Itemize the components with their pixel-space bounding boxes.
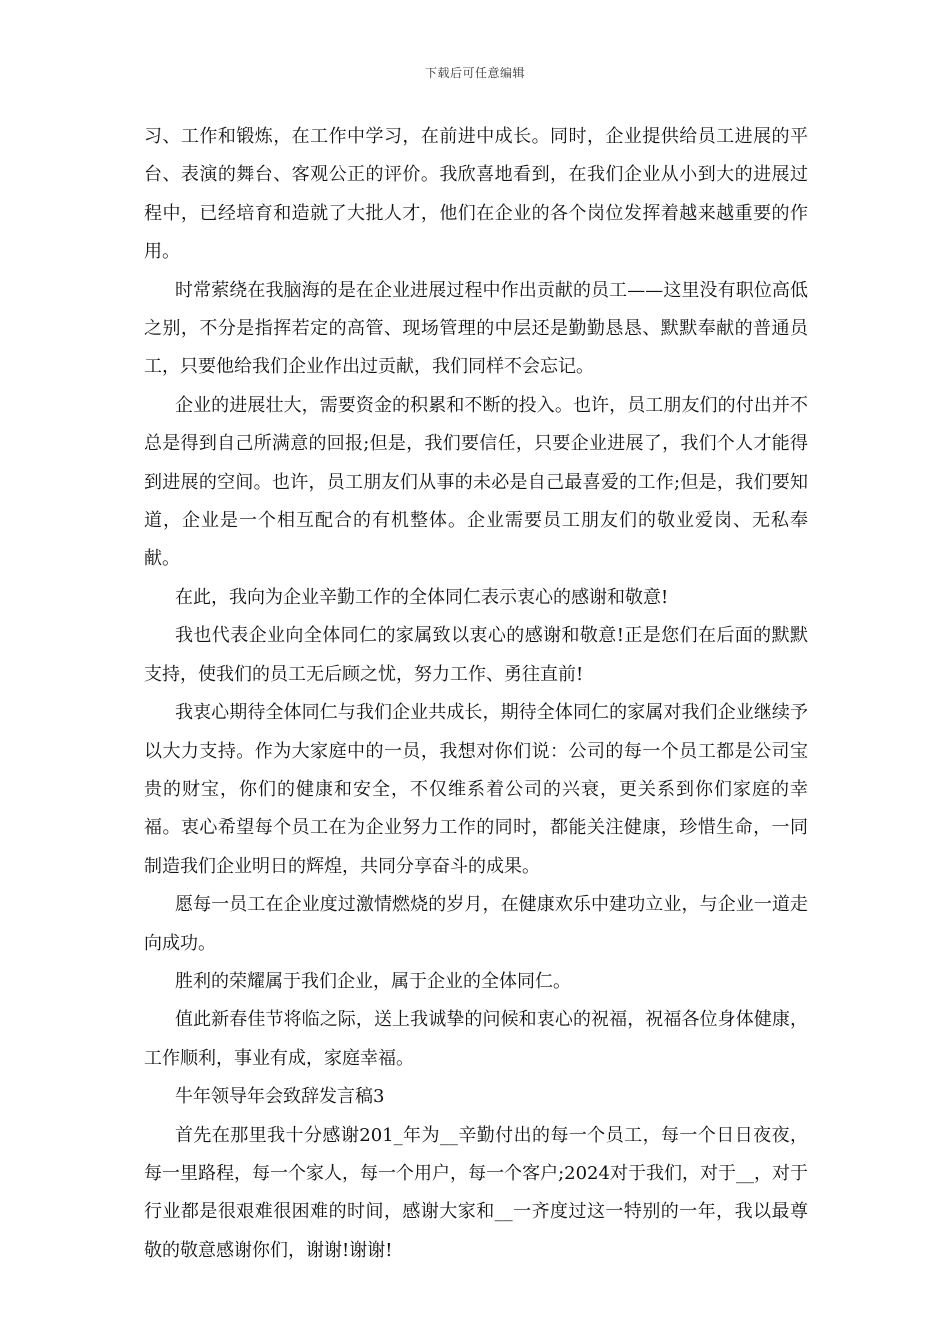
paragraph: 值此新春佳节将临之际，送上我诚挚的问候和衷心的祝福，祝福各位身体健康，工作顺利，事业有成，家庭幸福。: [144, 1009, 808, 1069]
paragraph: 首先在那里我十分感谢201_年为__辛勤付出的每一个员工，每一个日日夜夜，每一里路程，每一个家人，每一个用户，每一个客户;2024对于我们，对于__，对于行业都是很艰难很困难的时间，感谢大家和__一齐度过这一特别的一年，我以最尊敬的敬意感谢你们，谢谢!谢谢!: [144, 1124, 808, 1261]
paragraph: 时常萦绕在我脑海的是在企业进展过程中作出贡献的员工——这里没有职位高低之别，不分是指挥若定的高管、现场管理的中层还是勤勤恳恳、默默奉献的普通员工，只要他给我们企业作出过贡献，我们同样不会忘记。: [144, 279, 808, 378]
paragraph: 胜利的荣耀属于我们企业，属于企业的全体同仁。: [175, 970, 571, 992]
document-body: [144, 118, 808, 1270]
section-title: 牛年领导年会致辞发言稿3: [175, 1086, 385, 1108]
page-header: 下载后可任意编辑: [424, 66, 525, 80]
paragraph: 在此，我向为企业辛勤工作的全体同仁表示衷心的感谢和敬意!: [175, 586, 669, 608]
paragraph: 企业的进展壮大，需要资金的积累和不断的投入。也许，员工朋友们的付出并不总是得到自己所满意的回报;但是，我们要信任，只要企业进展了，我们个人才能得到进展的空间。也许，员工朋友们从事的未必是自己最喜爱的工作;但是，我们要知道，企业是一个相互配合的有机整体。企业需要员工朋友们的敬业爱岗、无私奉献。: [144, 394, 808, 570]
paragraph: 愿每一员工在企业度过激情燃烧的岁月，在健康欢乐中建功立业，与企业一道走向成功。: [144, 894, 808, 954]
paragraph: 习、工作和锻炼，在工作中学习，在前进中成长。同时，企业提供给员工进展的平台、表演的舞台、客观公正的评价。我欣喜地看到，在我们企业从小到大的进展过程中，已经培育和造就了大批人才，他们在企业的各个岗位发挥着越来越重要的作用。: [144, 126, 808, 263]
paragraph: 我也代表企业向全体同仁的家属致以衷心的感谢和敬意!正是您们在后面的默默支持，使我们的员工无后顾之忧，努力工作、勇往直前!: [144, 625, 808, 685]
paragraph: 我衷心期待全体同仁与我们企业共成长，期待全体同仁的家属对我们企业继续予以大力支持。作为大家庭中的一员，我想对你们说：公司的每一个员工都是公司宝贵的财宝，你们的健康和安全，不仅维系着公司的兴衰，更关系到你们家庭的幸福。衷心希望每个员工在为企业努力工作的同时，都能关注健康，珍惜生命，一同制造我们企业明日的辉煌，共同分享奋斗的成果。: [144, 702, 808, 877]
